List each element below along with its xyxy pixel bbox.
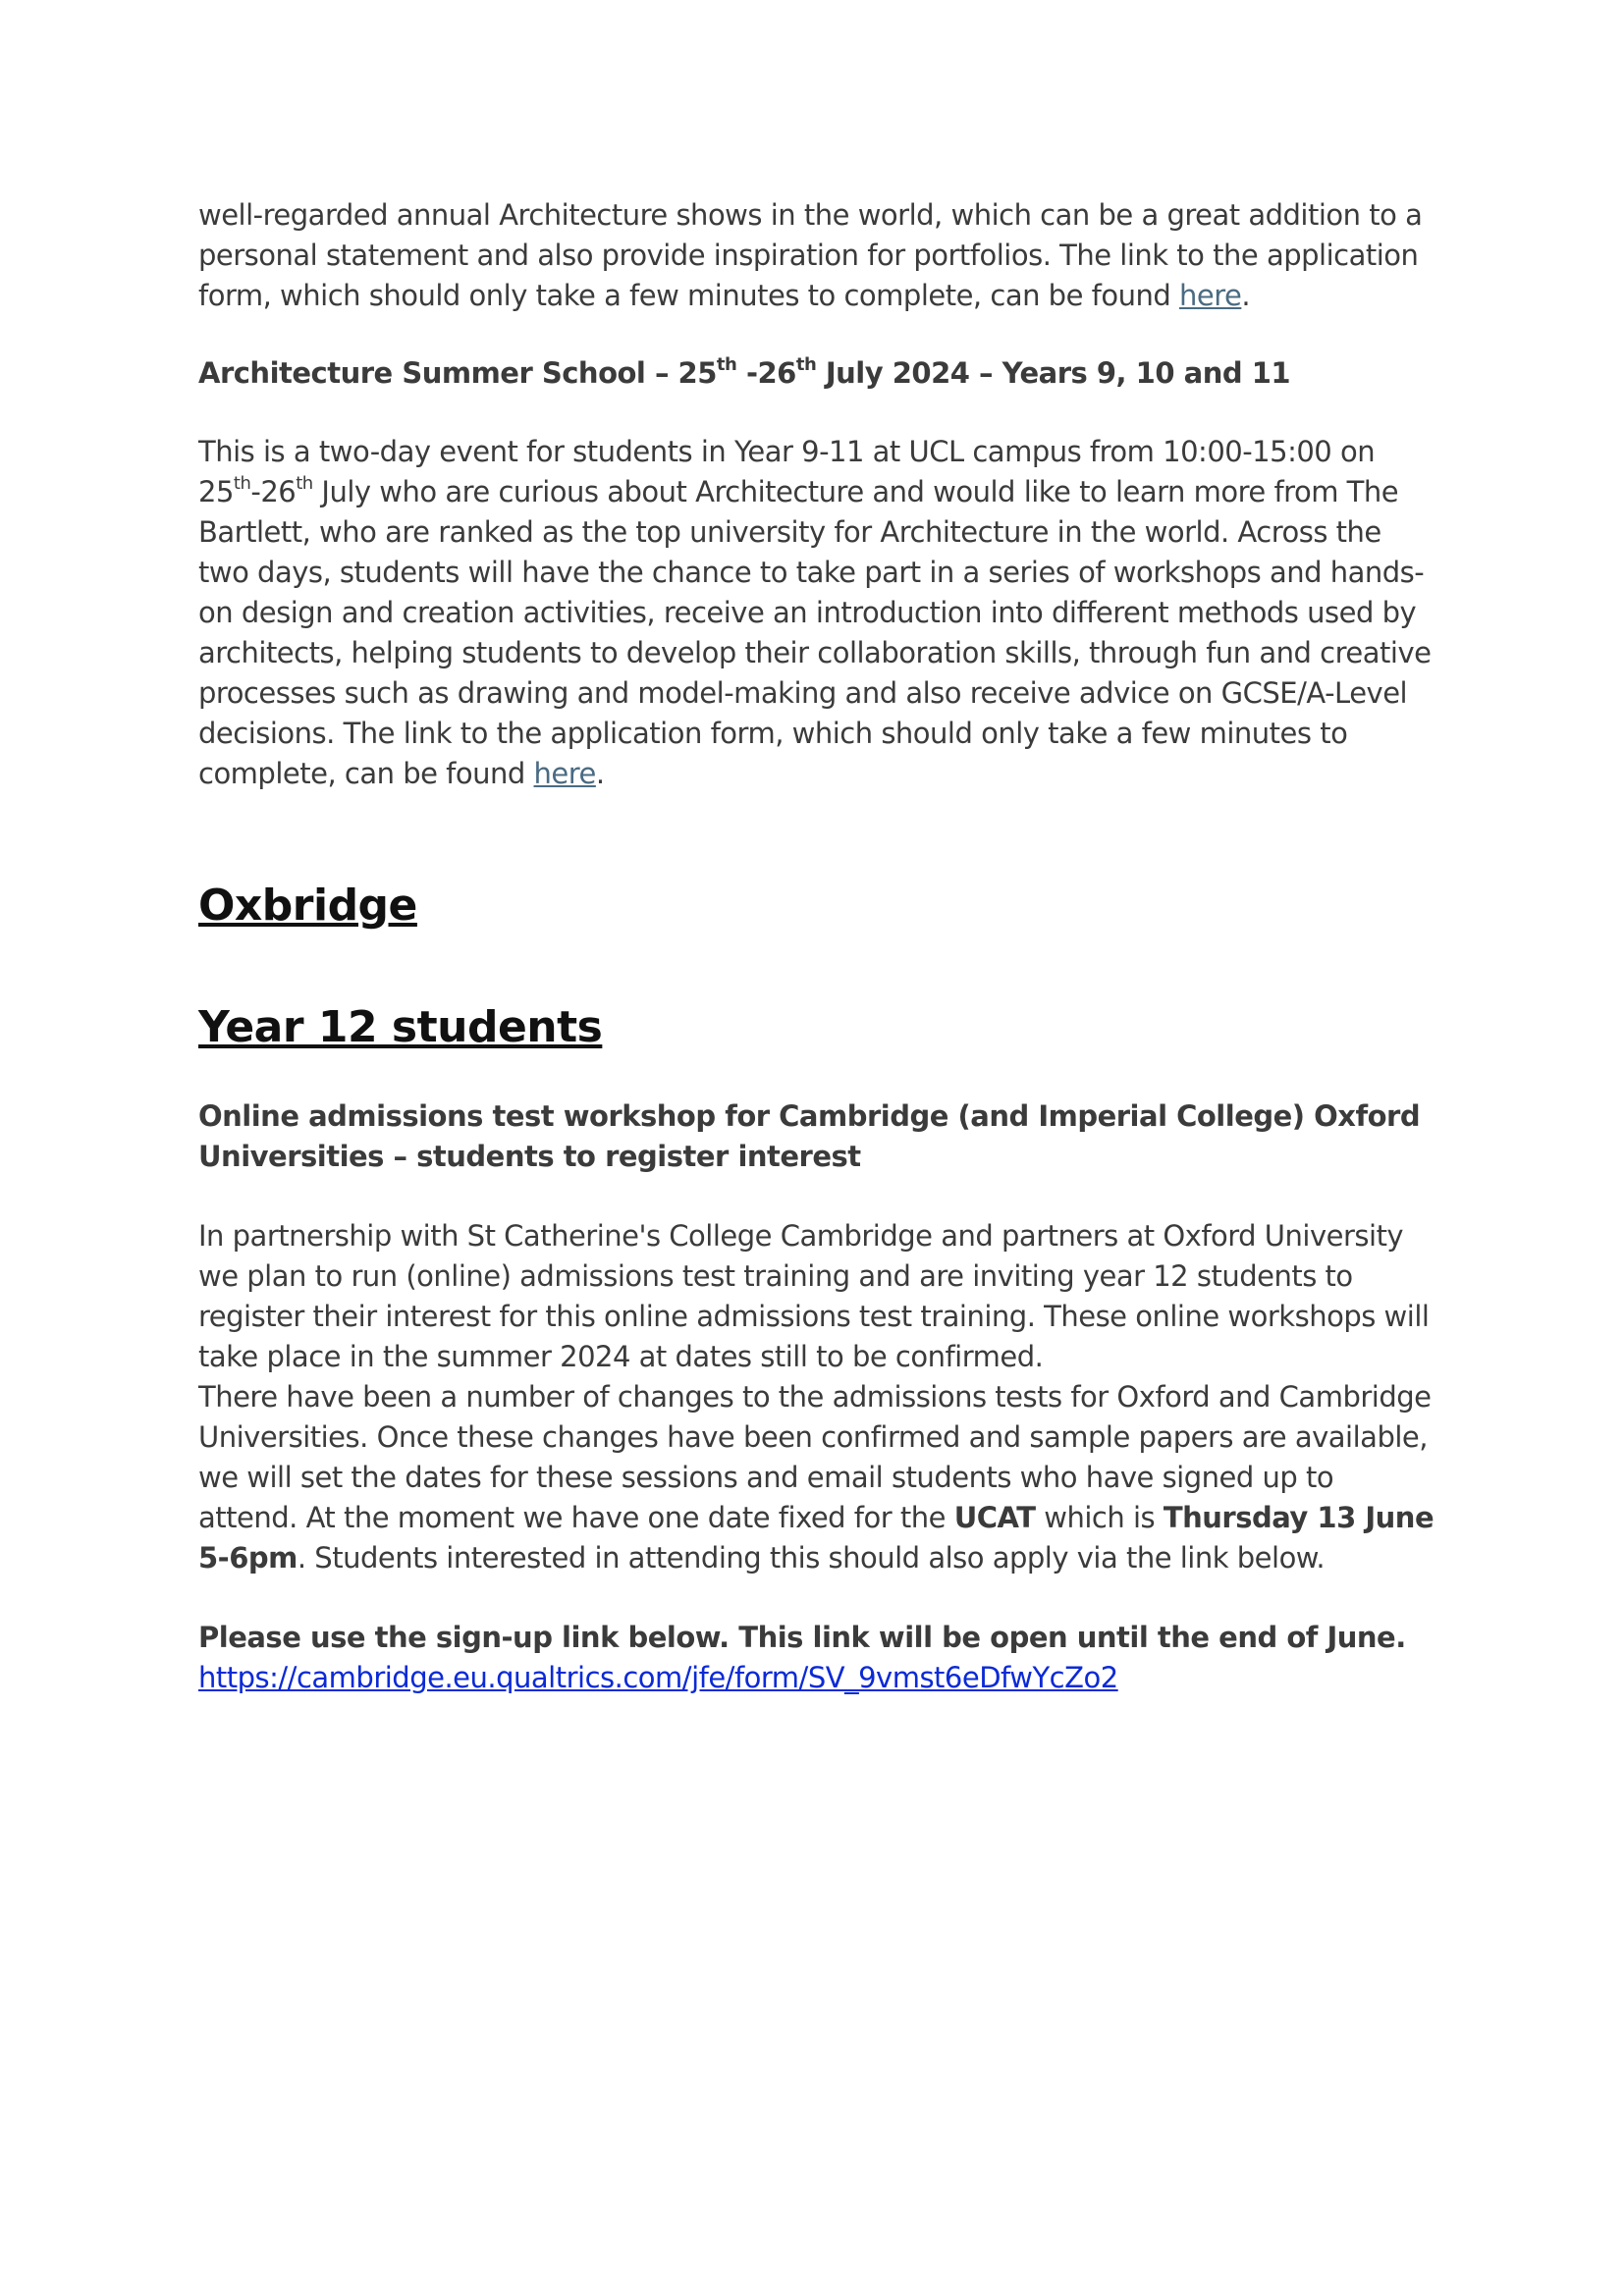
summer-school-application-link[interactable]: here xyxy=(533,757,596,790)
ucat-date: Thursday 13 June 5-6pm xyxy=(198,1501,1435,1575)
application-form-link[interactable]: here xyxy=(1179,279,1242,312)
changes-paragraph: There have been a number of changes to the admissions tests for Oxford and Cambridge Universities. Once these changes have been confirmed and sample papers are available, we will set the dates for these sessions and email students who have signed up to attend. At the moment we have one date fixed for the UCAT which is Thursday 13 June 5-6pm. Students interested in attending this should also apply via the link below. xyxy=(198,1380,1435,1575)
workshop-heading: Online admissions test workshop for Cambridge (and Imperial College) Oxford Universities – students to register interest xyxy=(198,1099,1421,1173)
summer-school-paragraph: This is a two-day event for students in Year 9-11 at UCL campus from 10:00-15:00 on 25th-26th July who are curious about Architecture and would like to learn more from The Bartlett, who are ranked as the top university for Architecture in the world. Across the two days, students will have the chance to take part in a series of workshops and hands-on design and creation activities, receive an introduction into different methods used by architects, helping students to develop their collaboration skills, through fun and creative processes such as drawing and model-making and also receive advice on GCSE/A-Level decisions. The link to the application form, which should only take a few minutes to complete, can be found here. xyxy=(198,435,1432,790)
oxbridge-heading: Oxbridge xyxy=(198,881,417,931)
signup-url-link[interactable]: https://cambridge.eu.qualtrics.com/jfe/form/SV_9vmst6eDfwYcZo2 xyxy=(198,1661,1118,1694)
year-12-heading: Year 12 students xyxy=(198,1002,603,1052)
document-page xyxy=(198,195,1435,1698)
partnership-paragraph: In partnership with St Catherine's College Cambridge and partners at Oxford University we plan to run (online) admissions test training and are inviting year 12 students to register their interest for this online admissions test training. These online workshops will take place in the summer 2024 at dates still to be confirmed. xyxy=(198,1219,1430,1373)
ucat-label: UCAT xyxy=(953,1501,1036,1534)
intro-paragraph: well-regarded annual Architecture shows in the world, which can be a great addition to a personal statement and also provide inspiration for portfolios. The link to the application form, which should only take a few minutes to complete, can be found here. xyxy=(198,198,1423,312)
intro-text: well-regarded annual Architecture shows in the world, which can be a great addition to a personal statement and also provide inspiration for portfolios. The link to the application form, which should only take a few minutes to complete, can be found xyxy=(198,198,1423,312)
signup-instruction: Please use the sign-up link below. This link will be open until the end of June. xyxy=(198,1621,1406,1654)
summer-school-heading: Architecture Summer School – 25th -26th July 2024 – Years 9, 10 and 11 xyxy=(198,354,1291,390)
